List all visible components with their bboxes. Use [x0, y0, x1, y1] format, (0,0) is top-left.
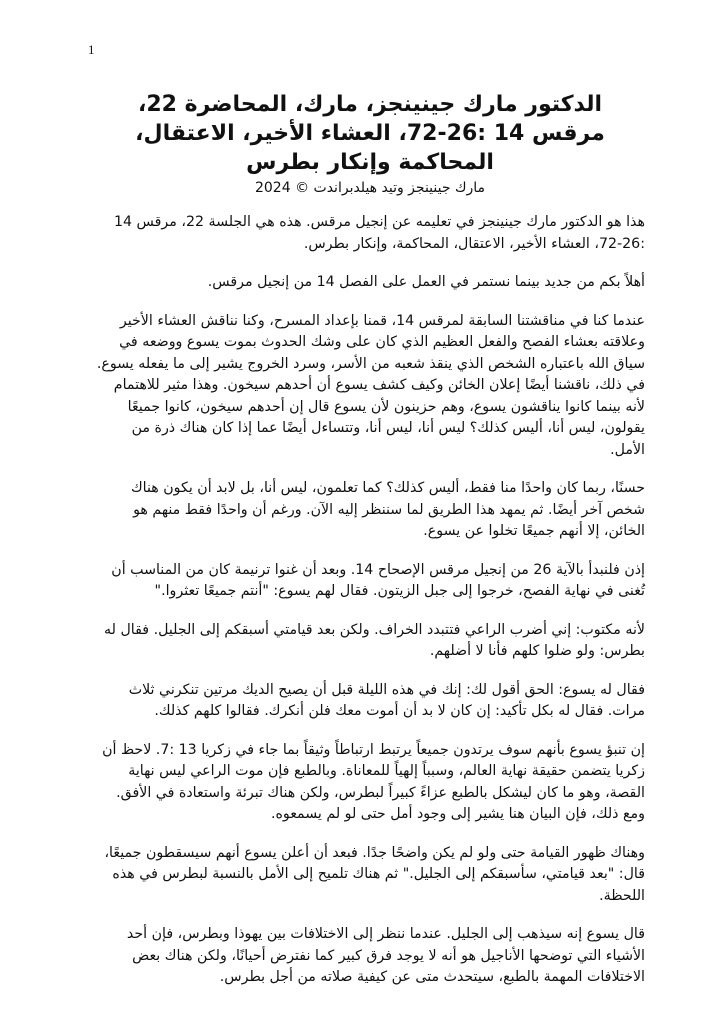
document-title: الدكتور مارك جينينجز، مارك، المحاضرة 22، مرقس 14 :26-72، العشاء الأخير، الاعتقال، المحاكمة وإنكار بطرس: [135, 92, 605, 175]
page-number: 1: [88, 42, 95, 57]
document-body: [93, 212, 645, 1006]
paragraph: أهلاً بكم من جديد بينما نستمر في العمل على الفصل 14 من إنجيل مرقس.: [207, 274, 645, 290]
paragraph: قال يسوع إنه سيذهب إلى الجليل. عندما ننظر إلى الاختلافات بين يهوذا وبطرس، فإن أحد الأشياء التي توضحها الأناجيل هو أنه لا يوجد فرق كبير كما نفترض أحيانًا، ولكن هناك بعض الاختلافات المهمة بالطبع، سيتحدث متى عن كيفية صلاته من أجل بطرس.: [126, 926, 645, 985]
paragraph: عندما كنا في مناقشتنا السابقة لمرقس 14، قمنا بإعداد المسرح، وكنا نناقش العشاء الأخير وعلاقته بعشاء الفصح والفعل العظيم الذي كان على وشك الحدوث بموت يسوع ووضعه في سياق الله باعتباره الشخص الذي ينقذ شعبه من الأسر، وسرد الخروج يشير إلى ما يفعله يسوع. في ذلك، ناقشنا أيضًا إعلان الخائن وكيف كشف يسوع أن أحدهم سيخون. وهذا مثير للاهتمام لأنه بينما كانوا يناقشون يسوع، وهم حزينون لأن يسوع قال إن أحدهم سيخون، كانوا جميعًا يقولون، ليس أنا، أليس كذلك؟ ليس أنا، ليس أنا، وتتساءل أيضًا عما إذا كان هناك ذرة من الأمل.: [96, 312, 645, 458]
paragraph: هذا هو الدكتور مارك جينينجز في تعليمه عن إنجيل مرقس. هذه هي الجلسة 22، مرقس 14 :26-72، العشاء الأخير، الاعتقال، المحاكمة، وإنكار بطرس.: [113, 214, 645, 252]
paragraph: إذن فلنبدأ بالآية 26 من إنجيل مرقس الإصحاح 14. وبعد أن غنوا ترنيمة كان من المناسب أن تُغنى في نهاية الفصح، خرجوا إلى جبل الزيتون. فقال لهم يسوع: "أنتم جميعًا تعثروا.": [111, 561, 645, 599]
paragraph: وهناك ظهور القيامة حتى ولو لم يكن واضحًا جدًا. فبعد أن أعلن يسوع أنهم سيسقطون جميعًا، قال: "بعد قيامتي، سأسبقكم إلى الجليل." ثم هناك تلميح إلى الأمل بالنسبة لبطرس في هذه اللحظة.: [104, 844, 645, 904]
paragraph: لأنه مكتوب: إني أضرب الراعي فتتبدد الخراف. ولكن بعد قيامتي أسبقكم إلى الجليل. فقال له بطرس: ولو ضلوا كلهم فأنا لا أضلهم.: [104, 621, 645, 659]
paragraph: إن تنبؤ يسوع بأنهم سوف يرتدون جميعاً يرتبط ارتباطاً وثيقاً بما جاء في زكريا 13 :7. لاحظ أن زكريا يتضمن حقيقة نهاية العالم، وسبباً إلهياً للمعاناة. وبالطبع فإن موت الراعي ليس نهاية القصة، وهو ما كان ليشكل بالطبع عزاءً كبيراً لبطرس، ولكن هناك تبرئة واستعادة في الأفق. ومع ذلك، فإن البيان هنا يشير إلى وجود أمل حتى لو لم يسمعوه.: [102, 741, 645, 822]
copyright-line: مارك جينينجز وتيد هيلدبراندت © 2024: [254, 180, 486, 196]
paragraph: فقال له يسوع: الحق أقول لك: إنك في هذه الليلة قبل أن يصيح الديك مرتين تنكرني ثلاث مرات. فقال له بكل تأكيد: إن كان لا بد أن أموت معك فلن أنكرك. فقالوا كلهم كذلك.: [128, 681, 645, 719]
paragraph: حسنًا، ربما كان واحدًا منا فقط، أليس كذلك؟ كما تعلمون، ليس أنا، بل لابد أن يكون هناك شخص آخر أيضًا. ثم يمهد هذا الطريق لما سننظر إليه الآن. ورغم أن واحدًا فقط منهم هو الخائن، إلا أنهم جميعًا تخلوا عن يسوع.: [130, 480, 645, 539]
